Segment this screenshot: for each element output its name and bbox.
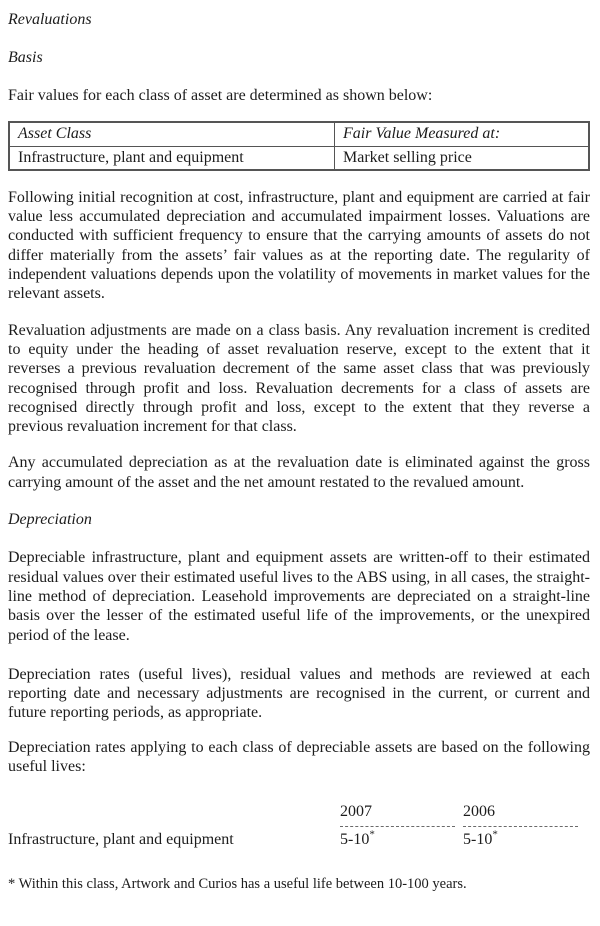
useful-life-value-2007 [340, 827, 455, 849]
fair-value-header-asset-class: Asset Class [9, 122, 335, 146]
useful-life-range-2006: 5-10 [463, 830, 493, 848]
useful-lives-table [8, 802, 590, 849]
fair-value-table-header-row [9, 122, 589, 146]
footnote-marker-2006: * [492, 828, 498, 841]
paragraph-revaluation-adjustments: Revaluation adjustments are made on a class basis. Any revaluation increment is credited to equity under the heading of asset revaluation reserve, except to the extent that it reverses a previous revaluation decrement of the same asset class that was previously recognised through profit and loss. Revaluation decrements for a class of assets are recognised directly through profit and loss, except to the extent that they reverse a previous revaluation increment for that class. [8, 321, 590, 436]
fair-value-table-row [9, 146, 589, 170]
year-column-2006: 2006 [463, 802, 578, 826]
heading-depreciation: Depreciation [8, 511, 92, 529]
year-column-2007: 2007 [340, 802, 455, 826]
paragraph-depreciation-rates-review: Depreciation rates (useful lives), residual values and methods are reviewed at each reporting date and necessary adjustments are recognised in the current, or current and future reporting periods, as appropriate. [8, 665, 590, 722]
paragraph-accumulated-depreciation: Any accumulated depreciation as at the revaluation date is eliminated against the gross carrying amount of the asset and the net amount restated to the revalued amount. [8, 454, 590, 491]
useful-lives-row-label: Infrastructure, plant and equipment [8, 830, 234, 848]
useful-life-value-2006 [463, 827, 578, 849]
footnote-marker-2007: * [369, 828, 375, 841]
fair-value-table [8, 121, 590, 171]
heading-basis: Basis [8, 48, 43, 66]
useful-lives-header-spacer [8, 802, 340, 826]
paragraph-depreciable-assets: Depreciable infrastructure, plant and equipment assets are written-off to their estimated residual values over their estimated useful lives to the ABS using, in all cases, the straight-line method of depreciation. Leasehold improvements are depreciated on a straight-line basis over the lesser of the estimated useful life of the improvements, or the unexpired period of the lease. [8, 549, 590, 644]
fair-value-header-measured-at: Fair Value Measured at: [335, 122, 590, 146]
footnote-text: * Within this class, Artwork and Curios has a useful life between 10-100 years. [8, 875, 467, 892]
useful-lives-year-header-row [8, 802, 590, 826]
fair-value-cell-measure: Market selling price [335, 146, 590, 170]
paragraph-initial-recognition: Following initial recognition at cost, infrastructure, plant and equipment are carried at fair value less accumulated depreciation and accumulated impairment losses. Valuations are conducted with sufficient frequency to ensure that the carrying amounts of assets do not differ materially from the assets’ fair values as at the reporting date. The regularity of independent valuations depends upon the volatility of movements in market values for the relevant assets. [8, 188, 590, 303]
fair-value-cell-asset: Infrastructure, plant and equipment [9, 146, 335, 170]
useful-life-range-2007: 5-10 [340, 830, 370, 848]
useful-lives-value-row [8, 827, 590, 849]
heading-revaluations: Revaluations [8, 11, 92, 28]
intro-text: Fair values for each class of asset are determined as shown below: [8, 86, 433, 104]
paragraph-useful-lives-intro: Depreciation rates applying to each class of depreciable assets are based on the following useful lives: [8, 738, 590, 775]
